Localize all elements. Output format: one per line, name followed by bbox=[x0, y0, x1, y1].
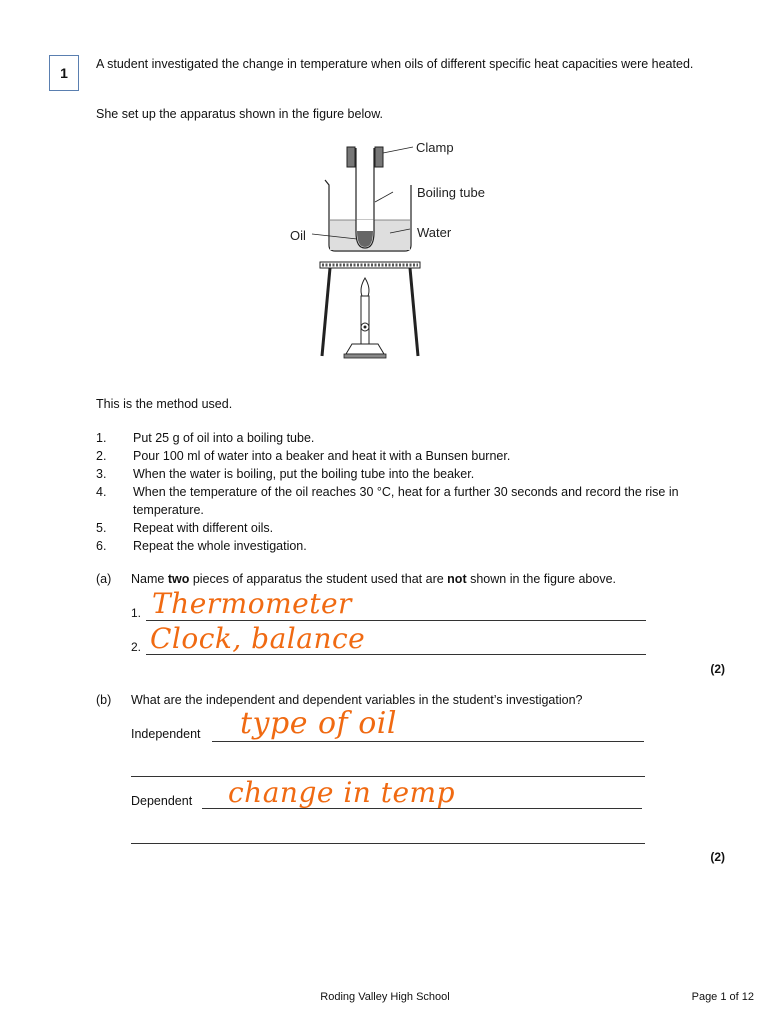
method-intro: This is the method used. bbox=[96, 397, 233, 411]
part-b-question: What are the independent and dependent variables in the student’s investigation? bbox=[131, 693, 583, 707]
answer-line-dependent-2[interactable] bbox=[131, 842, 645, 844]
dependent-label: Dependent bbox=[131, 794, 193, 808]
part-a-marks: (2) bbox=[710, 662, 725, 676]
method-step: 5. Repeat with different oils. bbox=[96, 521, 274, 535]
label-clamp: Clamp bbox=[416, 140, 454, 155]
label-boiling-tube: Boiling tube bbox=[417, 185, 485, 200]
handwritten-answer-independent: type of oil bbox=[240, 706, 397, 741]
method-step: 4. When the temperature of the oil reaches 30 °C, heat for a further 30 seconds and record the rise in temperature. bbox=[96, 485, 679, 517]
clamp-right-jaw bbox=[375, 147, 383, 167]
method-step: 6. Repeat the whole investigation. bbox=[96, 539, 307, 553]
clamp-left-jaw bbox=[347, 147, 355, 167]
tripod-leg-left bbox=[322, 268, 330, 356]
label-oil: Oil bbox=[290, 228, 306, 243]
question-number-box: 1 bbox=[49, 55, 79, 91]
method-steps bbox=[96, 429, 696, 555]
part-a-question: Name two pieces of apparatus the student used that are not shown in the figure above. bbox=[131, 572, 617, 586]
bunsen-base bbox=[346, 344, 384, 354]
independent-label: Independent bbox=[131, 727, 201, 741]
part-a-label: (a) bbox=[96, 572, 112, 586]
part-a-line2-label: 2. bbox=[131, 640, 142, 654]
method-step: 1. Put 25 g of oil into a boiling tube. bbox=[96, 431, 315, 445]
footer-page-number: Page 1 of 12 bbox=[691, 991, 754, 1003]
handwritten-answer-a1: Thermometer bbox=[152, 587, 352, 620]
gauze bbox=[320, 262, 420, 268]
footer-school: Roding Valley High School bbox=[320, 991, 450, 1003]
flame bbox=[361, 278, 369, 296]
method-step: 2. Pour 100 ml of water into a beaker and heat it with a Bunsen burner. bbox=[96, 449, 511, 463]
label-water: Water bbox=[417, 225, 452, 240]
method-step: 3. When the water is boiling, put the boiling tube into the beaker. bbox=[96, 467, 475, 481]
part-b-label: (b) bbox=[96, 693, 112, 707]
handwritten-answer-a2: Clock, balance bbox=[150, 622, 366, 655]
handwritten-answer-dependent: change in temp bbox=[228, 776, 456, 809]
bunsen-tube bbox=[361, 296, 369, 344]
part-a-line1-label: 1. bbox=[131, 606, 142, 620]
part-b-marks: (2) bbox=[710, 850, 725, 864]
question-intro: A student investigated the change in temperature when oils of different specific heat capacities were heated. bbox=[96, 57, 694, 71]
setup-text: She set up the apparatus shown in the figure below. bbox=[96, 107, 383, 121]
tripod-leg-right bbox=[410, 268, 418, 356]
apparatus-figure bbox=[280, 130, 510, 380]
